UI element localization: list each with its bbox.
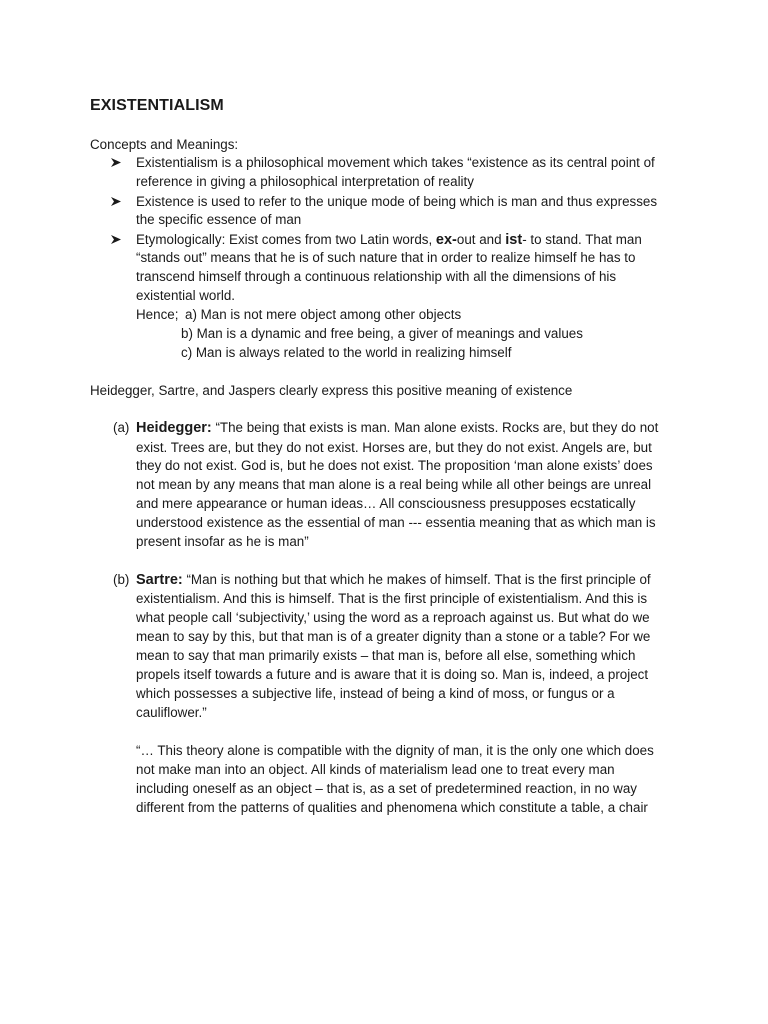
hence-item-b: b) Man is a dynamic and free being, a giver of meanings and values bbox=[181, 326, 583, 341]
hence-item-a: a) Man is not mere object among other objects bbox=[185, 307, 462, 322]
heidegger-line: and mere appearance or human ideas… All consciousness presupposes ecstatically bbox=[136, 496, 636, 511]
sartre-quote2-line: not make man into an object. All kinds of materialism lead one to treat every man bbox=[136, 762, 615, 777]
bullet-2-line-2: the specific essence of man bbox=[136, 212, 302, 227]
sartre-quote2-line: including oneself as an object – that is, as a set of predetermined reaction, in no way bbox=[136, 781, 637, 796]
hence-item-c: c) Man is always related to the world in realizing himself bbox=[181, 345, 512, 360]
term-ist: ist bbox=[505, 232, 523, 248]
arrow-bullet-icon bbox=[110, 192, 126, 211]
heidegger-name: Heidegger: bbox=[136, 420, 212, 436]
sartre-line: mean to say by this, but that man is of a greater dignity than a stone or a table? For we bbox=[136, 629, 651, 644]
heidegger-line: understood existence as the essential of man --- essentia meaning that as which man is bbox=[136, 515, 656, 530]
term-ex: ex- bbox=[435, 232, 457, 248]
arrow-bullet-icon bbox=[110, 153, 126, 172]
heidegger-line: exist. Trees are, but they do not exist. Horses are, but they do not exist. Angels are, but bbox=[136, 440, 652, 455]
sartre-first-line bbox=[136, 570, 651, 590]
sartre-line: cauliflower.” bbox=[136, 705, 207, 720]
bullet-1-line-2: reference in giving a philosophical interpretation of reality bbox=[136, 174, 474, 189]
bullet-3-line-4: existential world. bbox=[136, 288, 235, 303]
hence-label: Hence; bbox=[136, 307, 179, 322]
arrow-bullet-icon bbox=[110, 230, 126, 249]
bullet-3-text-a: Etymologically: Exist comes from two Latin words, bbox=[136, 232, 436, 247]
heidegger-marker: (a) bbox=[113, 420, 130, 435]
bullet-3-line-1 bbox=[136, 230, 642, 250]
heidegger-quote-start: “The being that exists is man. Man alone exists. Rocks are, but they do not bbox=[211, 420, 659, 435]
bullet-3-text-b: out and bbox=[456, 232, 506, 247]
heidegger-line: present insofar as he is man” bbox=[136, 534, 309, 549]
heidegger-line: not mean by any means that man alone is a real being while all other beings are unreal bbox=[136, 477, 652, 492]
heidegger-first-line bbox=[136, 418, 658, 438]
sartre-line: what people call ‘subjectivity,’ using the word as a reproach against us. But what do we bbox=[136, 610, 650, 625]
bullet-3-line-2: “stands out” means that he is of such nature that in order to realize himself he has to bbox=[136, 250, 636, 265]
bullet-3-line-3: transcend himself through a continuous relationship with all the dimensions of his bbox=[136, 269, 617, 284]
bullet-1-line-1: Existentialism is a philosophical movement which takes “existence as its central point of bbox=[136, 155, 655, 170]
sartre-quote2-line: “… This theory alone is compatible with the dignity of man, it is the only one which does bbox=[136, 743, 654, 758]
bullet-3-text-c: - to stand. That man bbox=[522, 232, 642, 247]
sartre-line: propels itself towards a future and is aware that it is doing so. Man is, indeed, a project bbox=[136, 667, 649, 682]
sartre-name: Sartre: bbox=[136, 572, 183, 588]
intro-sentence: Heidegger, Sartre, and Jaspers clearly express this positive meaning of existence bbox=[90, 383, 573, 398]
concepts-heading: Concepts and Meanings: bbox=[90, 137, 239, 152]
sartre-line: which possesses a subjective life, instead of being a kind of moss, or fungus or a bbox=[136, 686, 615, 701]
sartre-line: existentialism. And this is himself. That is the first principle of existentialism. And this is bbox=[136, 591, 648, 606]
heidegger-line: they do not exist. God is, but he does not exist. The proposition ‘man alone exists’ does bbox=[136, 458, 653, 473]
sartre-marker: (b) bbox=[113, 572, 130, 587]
sartre-quote-start: “Man is nothing but that which he makes of himself. That is the first principle of bbox=[182, 572, 651, 587]
sartre-quote2-line: different from the patterns of qualities and phenomena which constitute a table, a chair bbox=[136, 800, 648, 815]
page-title: EXISTENTIALISM bbox=[90, 97, 224, 114]
sartre-line: mean to say that man primarily exists – that man is, before all else, something which bbox=[136, 648, 636, 663]
bullet-2-line-1: Existence is used to refer to the unique mode of being which is man and thus expresses bbox=[136, 194, 658, 209]
